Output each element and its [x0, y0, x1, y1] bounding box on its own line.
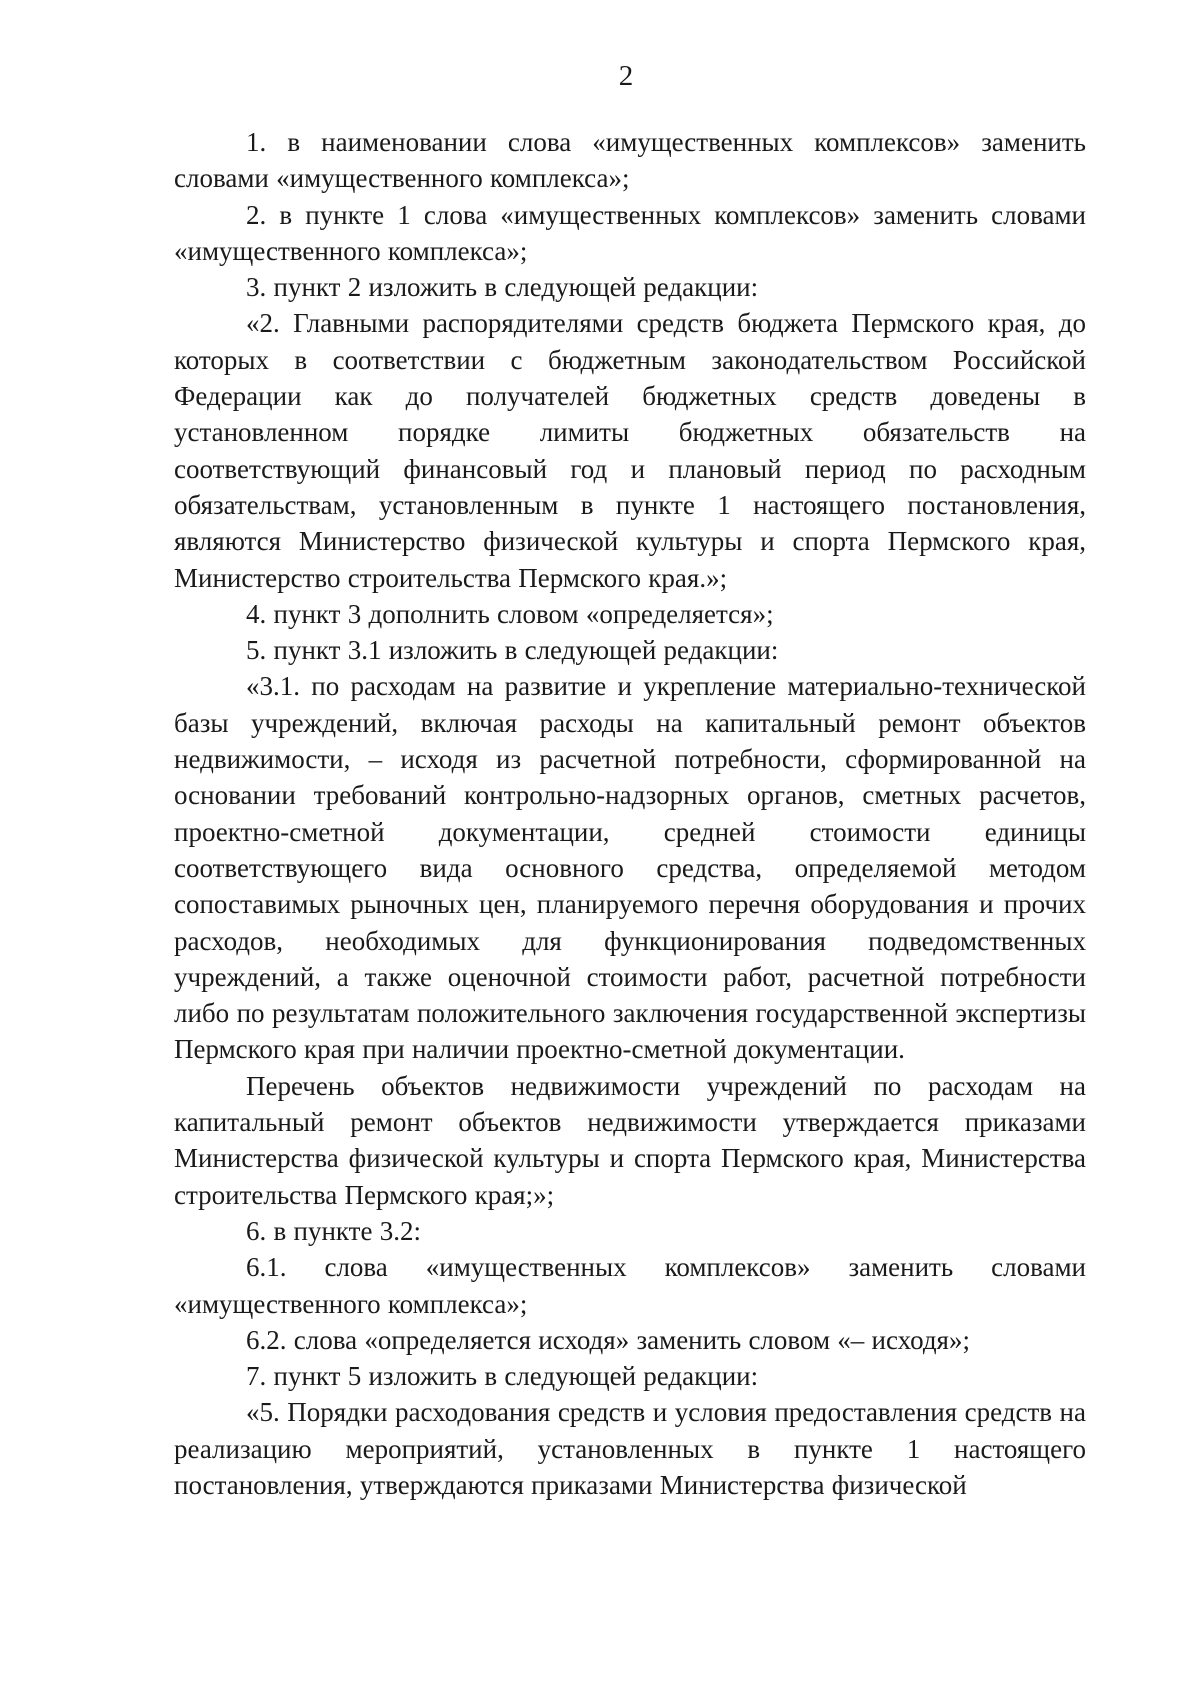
- paragraph-6-1: 6.1. слова «имущественных комплексов» заменить словами «имущественного комплекса»;: [174, 1252, 1086, 1319]
- page-number: 2: [618, 60, 634, 92]
- paragraph-6: 6. в пункте 3.2:: [246, 1215, 421, 1246]
- paragraph-6-2: 6.2. слова «определяется исходя» заменить словом «– исходя»;: [246, 1324, 970, 1355]
- paragraph-7: 7. пункт 5 изложить в следующей редакции:: [246, 1361, 759, 1392]
- document-body: [174, 124, 1086, 1503]
- list-of-objects-paragraph: Перечень объектов недвижимости учреждений по расходам на капитальный ремонт объектов недвижимости утверждается приказами Министерства физической культуры и спорта Пермского края, Министерства строительства Пермского края;»;: [174, 1070, 1086, 1210]
- quoted-paragraph-3-1: «3.1. по расходам на развитие и укрепление материально-технической базы учреждений, включая расходы на капитальный ремонт объектов недвижимости, – исходя из расчетной потребности, сформированной на основании требований контрольно-надзорных органов, сметных расчетов, проектно-сметной документации, средней стоимости единицы соответствующего вида основного средства, определяемой методом сопоставимых рыночных цен, планируемого перечня оборудования и прочих расходов, необходимых для функционирования подведомственных учреждений, а также оценочной стоимости работ, расчетной потребности либо по результатам положительного заключения государственной экспертизы Пермского края при наличии проектно-сметной документации.: [174, 671, 1086, 1065]
- paragraph-1: 1. в наименовании слова «имущественных комплексов» заменить словами «имущественного комплекса»;: [174, 127, 1086, 194]
- quoted-paragraph-5: «5. Порядки расходования средств и условия предоставления средств на реализацию мероприятий, установленных в пункте 1 настоящего постановления, утверждаются приказами Министерства физической: [174, 1397, 1086, 1500]
- paragraph-4: 4. пункт 3 дополнить словом «определяется»;: [246, 598, 774, 629]
- paragraph-5: 5. пункт 3.1 изложить в следующей редакции:: [246, 635, 779, 666]
- paragraph-3: 3. пункт 2 изложить в следующей редакции:: [246, 272, 759, 303]
- paragraph-2: 2. в пункте 1 слова «имущественных комплексов» заменить словами «имущественного комплекса»;: [174, 199, 1086, 266]
- quoted-paragraph-2: «2. Главными распорядителями средств бюджета Пермского края, до которых в соответствии с бюджетным законодательством Российской Федерации как до получателей бюджетных средств доведены в установленном порядке лимиты бюджетных обязательств на соответствующий финансовый год и плановый период по расходным обязательствам, установленным в пункте 1 настоящего постановления, являются Министерство физической культуры и спорта Пермского края, Министерство строительства Пермского края.»;: [174, 308, 1086, 593]
